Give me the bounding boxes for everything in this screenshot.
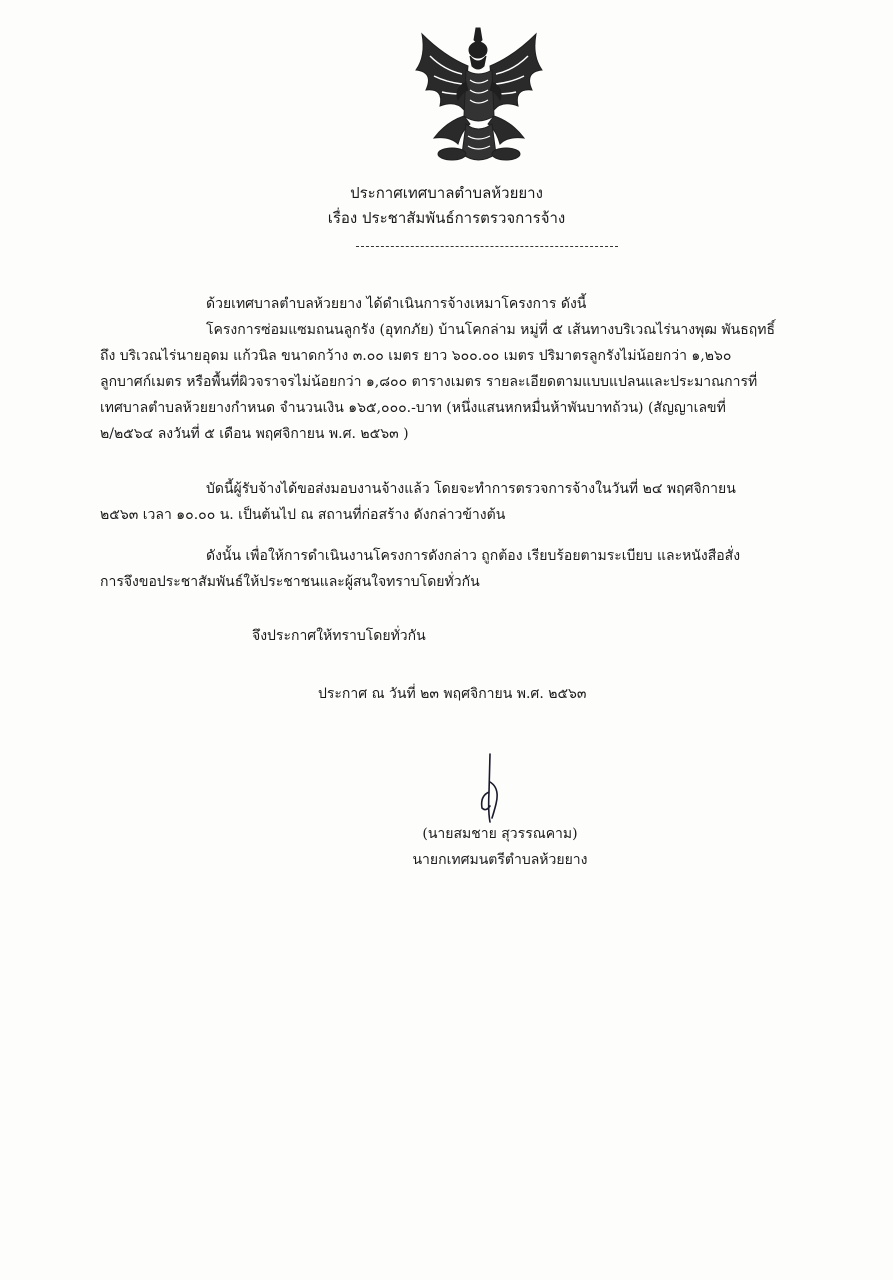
- garuda-emblem-icon: [404, 26, 554, 171]
- handwritten-signature: [476, 752, 506, 824]
- announcement-subject: เรื่อง ประชาสัมพันธ์การตรวจการจ้าง: [327, 209, 566, 227]
- paragraph-announce: [100, 623, 840, 649]
- signer-name: (นายสมชาย สุวรรณคาม): [422, 826, 578, 842]
- text-line: ดังนั้น เพื่อให้การดำเนินงานโครงการดังกล่าว ถูกต้อง เรียบร้อยตามระเบียบ และหนังสือสั่ง: [206, 548, 741, 564]
- text-line: ด้วยเทศบาลตำบลห้วยยาง ได้ดำเนินการจ้างเหมาโครงการ ดังนี้: [206, 296, 587, 312]
- text-line: ๒/๒๕๖๔ ลงวันที่ ๕ เดือน พฤศจิกายน พ.ศ. ๒๕๖๓ ): [100, 426, 409, 442]
- announcement-date: ประกาศ ณ วันที่ ๒๓ พฤศจิกายน พ.ศ. ๒๕๖๓: [318, 686, 587, 702]
- text-line: จึงประกาศให้ทราบโดยทั่วกัน: [252, 628, 426, 644]
- signer-position: นายกเทศมนตรีตำบลห้วยยาง: [412, 852, 588, 868]
- announcement-title: ประกาศเทศบาลตำบลห้วยยาง: [350, 184, 543, 202]
- divider: [356, 246, 618, 247]
- text-line: ถึง บริเวณไร่นายอุดม แก้วนิล ขนาดกว้าง ๓.๐๐ เมตร ยาว ๖๐๐.๐๐ เมตร ปริมาตรลูกรังไม่น้อยกว่า ๑,๒๖๐: [100, 348, 732, 364]
- text-line: ๒๕๖๓ เวลา ๑๐.๐๐ น. เป็นต้นไป ณ สถานที่ก่อสร้าง ดังกล่าวข้างต้น: [100, 507, 506, 523]
- paragraph-publicity: [100, 543, 840, 595]
- text-line: การจึงขอประชาสัมพันธ์ให้ประชาชนและผู้สนใจทราบโดยทั่วกัน: [100, 574, 480, 590]
- paragraph-project-details: [100, 291, 840, 447]
- text-line: ลูกบาศก์เมตร หรือพื้นที่ผิวจราจรไม่น้อยกว่า ๑,๘๐๐ ตารางเมตร รายละเอียดตามแบบแปลนและประมาณการที่: [100, 374, 758, 390]
- paragraph-inspection: [100, 476, 840, 528]
- text-line: เทศบาลตำบลห้วยยางกำหนด จำนวนเงิน ๑๖๕,๐๐๐.-บาท (หนึ่งแสนหกหมื่นห้าพันบาทถ้วน) (สัญญาเลขที่: [100, 400, 726, 416]
- text-line: บัดนี้ผู้รับจ้างได้ขอส่งมอบงานจ้างแล้ว โดยจะทำการตรวจการจ้างในวันที่ ๒๔ พฤศจิกายน: [206, 481, 736, 497]
- text-line: โครงการซ่อมแซมถนนลูกรัง (อุทกภัย) บ้านโคกล่าม หมู่ที่ ๕ เส้นทางบริเวณไร่นางพุฒ พันธฤทธิ์: [206, 322, 775, 338]
